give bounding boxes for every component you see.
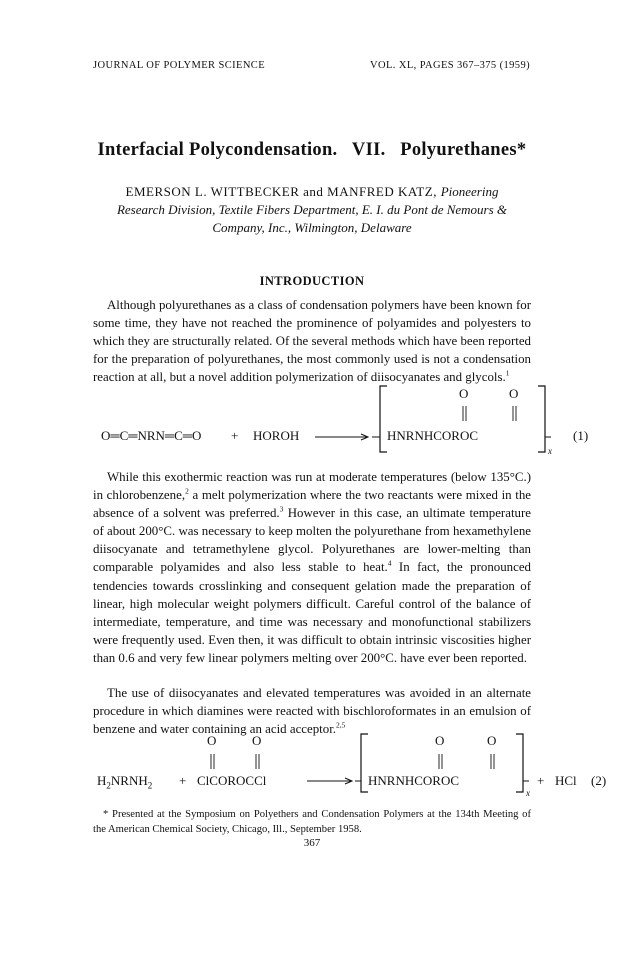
reactant-diamine	[97, 773, 152, 789]
affiliation-part-1: Pioneering	[440, 184, 499, 199]
author-block	[93, 183, 531, 237]
reactant-bischloroformate: ClCOROCCl	[197, 773, 267, 788]
carbonyl-oxygen-1: O	[207, 733, 217, 748]
carbonyl-oxygen-2: O	[252, 733, 262, 748]
running-head-journal: JOURNAL OF POLYMER SCIENCE	[93, 60, 266, 71]
paragraph-2-text-4: In fact, the pronounced tendencies towards crosslinking and consequent gelation made the preparation of linear, high molecular weight polymers difficult. Careful control of the balance of intermediate, temperature, and time was necessary and monofunctional stabilizers were frequently used. Even then, it was difficult to obtain intrinsic viscosities higher than 0.6 and very few linear polymers melting over 200°C. have ever been reported.	[93, 560, 531, 665]
plus-sign: +	[231, 428, 239, 443]
reference-marker: 2,5	[336, 720, 346, 730]
repeat-subscript: x	[526, 788, 530, 798]
plus-sign-2: +	[537, 773, 545, 788]
diamine-core: NRNH	[110, 773, 148, 788]
product-carbonyl-oxygen-1: O	[435, 733, 445, 748]
reference-marker: 3	[279, 504, 284, 514]
repeat-subscript: x	[548, 446, 552, 456]
equation-number: (2)	[591, 773, 607, 788]
reference-marker: 1	[505, 369, 510, 379]
reactant-diisocyanate: O═C═NRN═C═O	[101, 428, 202, 443]
paragraph-intro	[93, 296, 531, 386]
reactant-glycol: HOROH	[253, 428, 300, 443]
carbonyl-oxygen-1: O	[459, 386, 469, 401]
section-heading: INTRODUCTION	[259, 274, 365, 288]
paragraph-2-text-2: a melt polymerization where the two reactants were mixed in the absence of a solvent was preferred.	[93, 488, 531, 521]
carbonyl-oxygen-2: O	[509, 386, 519, 401]
paragraph-2-text-1: While this exothermic reaction was run at moderate temperatures (below 135°C.) in chlorobenzene,	[93, 470, 531, 503]
product-polyurethane: HNRNHCOROC	[368, 773, 460, 788]
paper-title: Interfacial Polycondensation. VII. Polyurethanes*	[97, 140, 527, 160]
equation-number: (1)	[573, 428, 589, 443]
product-polyurethane: HNRNHCOROC	[387, 428, 479, 443]
running-head-volume: VOL. XL, PAGES 367–375 (1959)	[370, 60, 530, 71]
diamine-subscript-2: 2	[147, 780, 153, 791]
paragraph-3-text: The use of diisocyanates and elevated temperatures was avoided in an alternate procedure in which diamines were reacted with bischloroformates in an emulsion of benzene and water containing an acid acceptor.	[93, 686, 531, 737]
byproduct-hcl: HCl	[555, 773, 577, 788]
author-names: EMERSON L. WITTBECKER and MANFRED KATZ,	[125, 184, 441, 199]
diamine-subscript-1: 2	[106, 780, 111, 791]
plus-sign: +	[179, 773, 187, 788]
author-line-1	[93, 183, 531, 201]
page-number: 367	[303, 837, 321, 849]
diamine-h: H	[97, 773, 107, 788]
equation-1	[93, 380, 589, 460]
product-carbonyl-oxygen-2: O	[487, 733, 497, 748]
affiliation-part-2: Research Division, Textile Fibers Department, E. I. du Pont de Nemours &	[116, 202, 508, 217]
footnote: * Presented at the Symposium on Polyethers and Condensation Polymers at the 134th Meeting of the American Chemical Society, Chicago, Ill., September 1958.	[93, 809, 531, 835]
reference-marker: 2	[185, 486, 189, 496]
paragraph-2-text-3: However in this case, an ultimate temperature of about 200°C. was necessary to keep molten the polyurethane from hexamethylene diisocyanate and tetramethylene glycol. Polyurethanes are lower-melting than comparable polyamides and also less stable to heat.	[93, 506, 531, 575]
equation-2-brackets	[93, 730, 531, 800]
paragraph-intro-text: Although polyurethanes as a class of condensation polymers have been known for some time, they have not reached the prominence of polyamides and polyesters to which they are structurally related. Of the several methods which have been reported for the preparation of polyurethanes, the most commonly used is not a condensation reaction at all, but a novel addition polymerization of diisocyanates and glycols.	[93, 298, 531, 385]
affiliation-part-3: Company, Inc., Wilmington, Delaware	[212, 220, 412, 235]
reference-marker: 4	[387, 559, 392, 569]
paragraph-melt-polymerization	[93, 468, 531, 667]
equation-2	[93, 730, 607, 800]
